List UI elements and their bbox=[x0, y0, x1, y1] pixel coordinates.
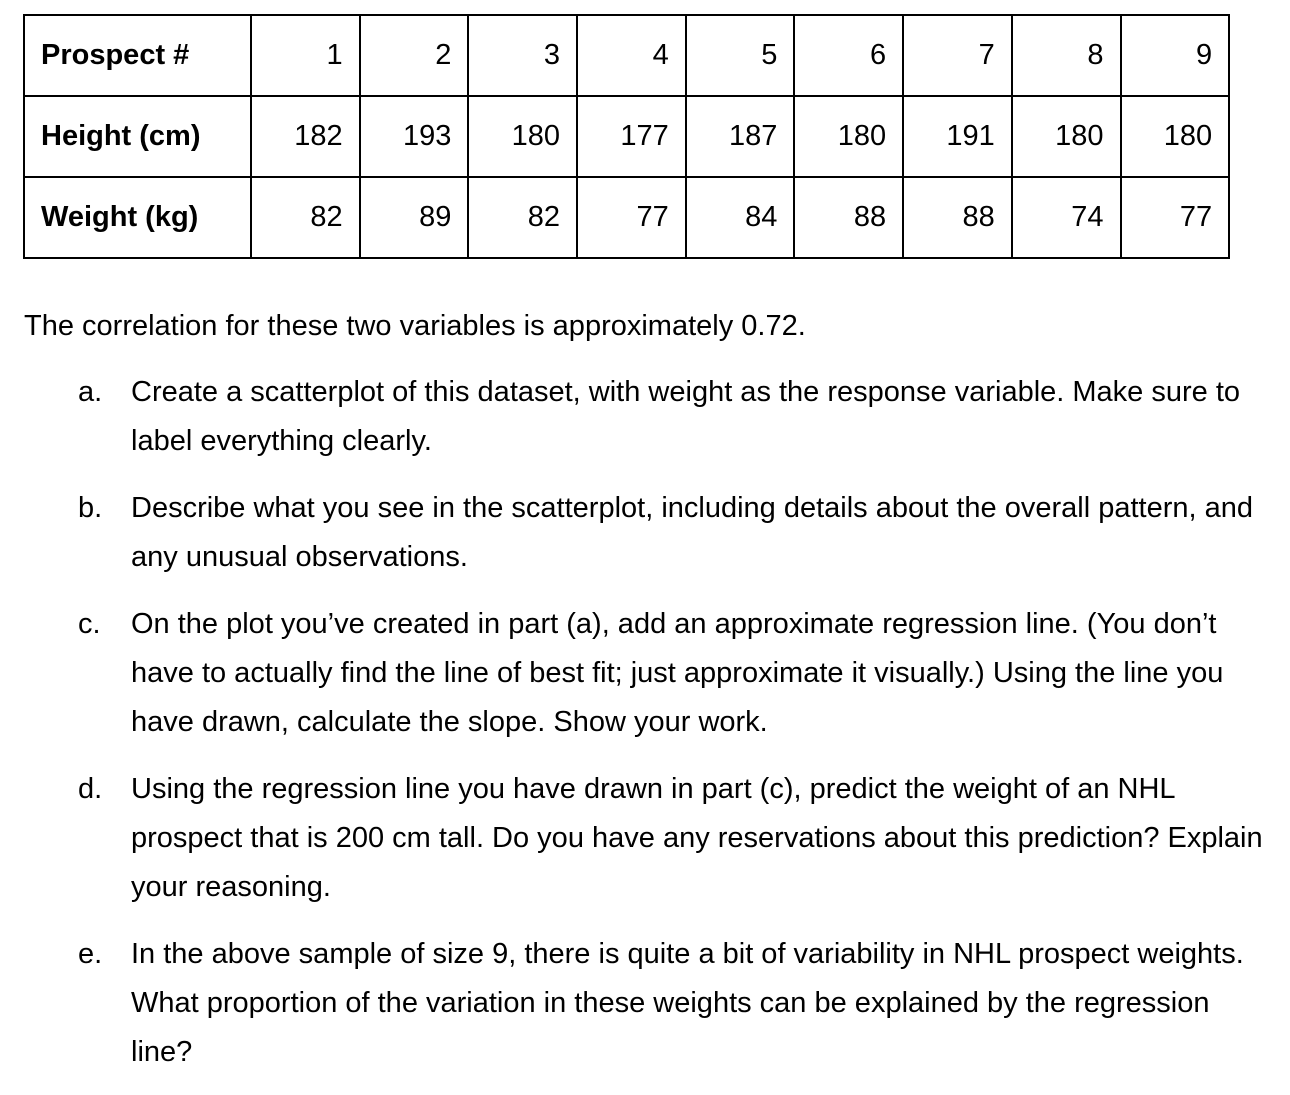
table-cell: 88 bbox=[794, 177, 903, 258]
table-cell: 187 bbox=[686, 96, 795, 177]
question-marker: a. bbox=[78, 376, 103, 408]
table-cell: 82 bbox=[468, 177, 577, 258]
question-marker: e. bbox=[78, 938, 103, 970]
question-text: In the above sample of size 9, there is quite a bit of variability in NHL prospect weights. What proportion of the variation in these weights can be explained by the regression line? bbox=[131, 938, 1244, 1068]
question-text: On the plot you’ve created in part (a), add an approximate regression line. (You don’t have to actually find the line of best fit; just approximate it visually.) Using the line you have drawn, calculate the slope. Show your work. bbox=[131, 608, 1224, 738]
table-cell: 4 bbox=[577, 15, 686, 96]
table-row-prospect bbox=[24, 15, 1229, 96]
question-a bbox=[0, 368, 1290, 466]
table-cell: 191 bbox=[903, 96, 1012, 177]
table-cell: 82 bbox=[251, 177, 360, 258]
table-cell: 1 bbox=[251, 15, 360, 96]
table-cell: 88 bbox=[903, 177, 1012, 258]
row-header: Weight (kg) bbox=[24, 177, 251, 258]
table-cell: 77 bbox=[577, 177, 686, 258]
correlation-statement: The correlation for these two variables is approximately 0.72. bbox=[24, 310, 806, 342]
question-marker: d. bbox=[78, 773, 103, 805]
table-cell: 9 bbox=[1121, 15, 1230, 96]
table-cell: 5 bbox=[686, 15, 795, 96]
question-b bbox=[0, 484, 1290, 582]
table-cell: 6 bbox=[794, 15, 903, 96]
data-table bbox=[23, 14, 1230, 259]
question-list bbox=[0, 368, 1290, 1095]
table-cell: 89 bbox=[360, 177, 469, 258]
question-c bbox=[0, 600, 1290, 747]
row-header: Prospect # bbox=[24, 15, 251, 96]
table-cell: 180 bbox=[794, 96, 903, 177]
table-cell: 2 bbox=[360, 15, 469, 96]
table-cell: 77 bbox=[1121, 177, 1230, 258]
table-cell: 193 bbox=[360, 96, 469, 177]
question-text: Create a scatterplot of this dataset, with weight as the response variable. Make sure to label everything clearly. bbox=[131, 376, 1241, 457]
question-d bbox=[0, 765, 1290, 912]
question-text: Describe what you see in the scatterplot, including details about the overall pattern, and any unusual observations. bbox=[131, 492, 1254, 573]
question-e bbox=[0, 930, 1290, 1077]
table-row-height bbox=[24, 96, 1229, 177]
table-cell: 74 bbox=[1012, 177, 1121, 258]
table-cell: 180 bbox=[1121, 96, 1230, 177]
table-cell: 8 bbox=[1012, 15, 1121, 96]
table-cell: 177 bbox=[577, 96, 686, 177]
question-marker: b. bbox=[78, 492, 103, 524]
table-row-weight bbox=[24, 177, 1229, 258]
table-cell: 3 bbox=[468, 15, 577, 96]
question-text: Using the regression line you have drawn in part (c), predict the weight of an NHL prospect that is 200 cm tall. Do you have any reservations about this prediction? Explain your reasoning. bbox=[131, 773, 1263, 903]
table-cell: 182 bbox=[251, 96, 360, 177]
table-cell: 7 bbox=[903, 15, 1012, 96]
table-cell: 180 bbox=[468, 96, 577, 177]
table-cell: 180 bbox=[1012, 96, 1121, 177]
question-marker: c. bbox=[78, 608, 101, 640]
row-header: Height (cm) bbox=[24, 96, 251, 177]
table-cell: 84 bbox=[686, 177, 795, 258]
